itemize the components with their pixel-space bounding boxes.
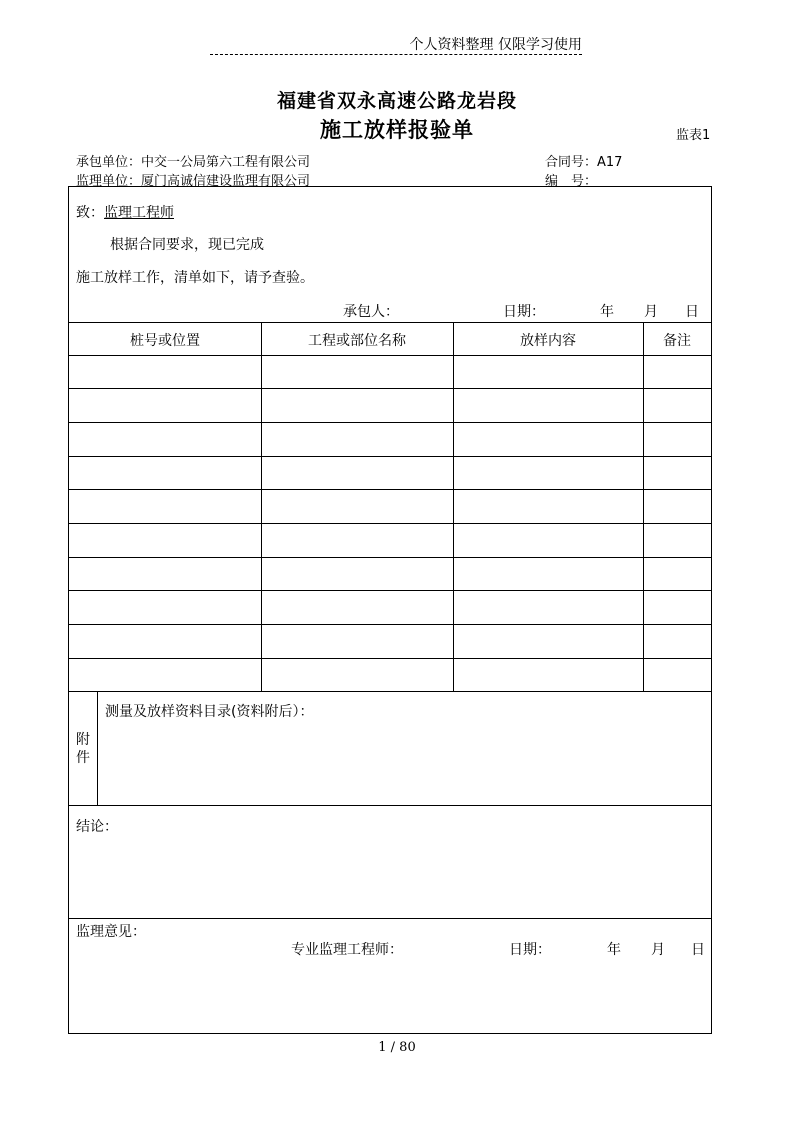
table-bottom-border bbox=[69, 691, 711, 692]
contractor-label: 承包单位： bbox=[76, 155, 142, 170]
table-row-border bbox=[69, 456, 711, 457]
table-row-border bbox=[69, 489, 711, 490]
header-note: 个人资料整理 仅限学习使用 bbox=[210, 35, 582, 55]
header-setout-content: 放样内容 bbox=[520, 333, 576, 349]
column-divider-3 bbox=[643, 322, 644, 691]
page-number: 1 / 80 bbox=[378, 1040, 416, 1055]
table-row-border bbox=[69, 557, 711, 558]
opinion-day: 日 bbox=[691, 942, 705, 958]
table-row-border bbox=[69, 388, 711, 389]
attachment-side-label: 附 件 bbox=[76, 732, 90, 766]
addressee-value: 监理工程师 bbox=[104, 205, 174, 221]
header-station: 桩号或位置 bbox=[130, 333, 200, 349]
form-frame bbox=[68, 186, 712, 1034]
organization-title: 福建省双永高速公路龙岩段 bbox=[276, 90, 517, 112]
request-line-1: 根据合同要求，现已完成 bbox=[110, 237, 264, 253]
supervisor-value: 厦门高诚信建设监理有限公司 bbox=[141, 174, 311, 189]
table-row-border bbox=[69, 658, 711, 659]
opinion-month: 月 bbox=[651, 942, 665, 958]
opinion-date-label: 日期： bbox=[509, 942, 551, 958]
table-row-border bbox=[69, 624, 711, 625]
table-row-border bbox=[69, 523, 711, 524]
opinion-year: 年 bbox=[607, 942, 621, 958]
request-day: 日 bbox=[685, 304, 699, 320]
opinion-label: 监理意见： bbox=[76, 924, 146, 940]
conclusion-bottom-border bbox=[69, 918, 711, 919]
request-line-2: 施工放样工作，清单如下，请予查验。 bbox=[76, 270, 314, 286]
engineer-signature-label: 专业监理工程师： bbox=[291, 942, 403, 958]
header-remarks: 备注 bbox=[663, 333, 691, 349]
supervisor-label: 监理单位： bbox=[76, 174, 142, 189]
addressee bbox=[76, 202, 174, 222]
form-code: 监表1 bbox=[676, 128, 711, 143]
table-top-border bbox=[69, 322, 711, 323]
request-date-label: 日期： bbox=[503, 304, 545, 320]
document-number-label: 编 号： bbox=[545, 174, 598, 189]
contractor-signer-label: 承包人： bbox=[343, 304, 399, 320]
request-year: 年 bbox=[600, 304, 614, 320]
column-divider-2 bbox=[453, 322, 454, 691]
attachment-divider bbox=[97, 691, 98, 805]
conclusion-label: 结论： bbox=[76, 819, 118, 835]
attachment-text: 测量及放样资料目录(资料附后）： bbox=[105, 704, 314, 720]
attachment-bottom-border bbox=[69, 805, 711, 806]
document-title: 施工放样报验单 bbox=[320, 117, 474, 142]
contract-number: 合同号：A17 bbox=[545, 155, 623, 170]
table-row-border bbox=[69, 590, 711, 591]
request-month: 月 bbox=[644, 304, 658, 320]
table-row-border bbox=[69, 355, 711, 356]
table-row-border bbox=[69, 422, 711, 423]
contractor-row bbox=[76, 151, 310, 170]
column-divider-1 bbox=[261, 322, 262, 691]
addressee-label: 致： bbox=[76, 205, 104, 221]
header-work-item: 工程或部位名称 bbox=[308, 333, 406, 349]
contractor-value: 中交一公局第六工程有限公司 bbox=[141, 155, 311, 170]
